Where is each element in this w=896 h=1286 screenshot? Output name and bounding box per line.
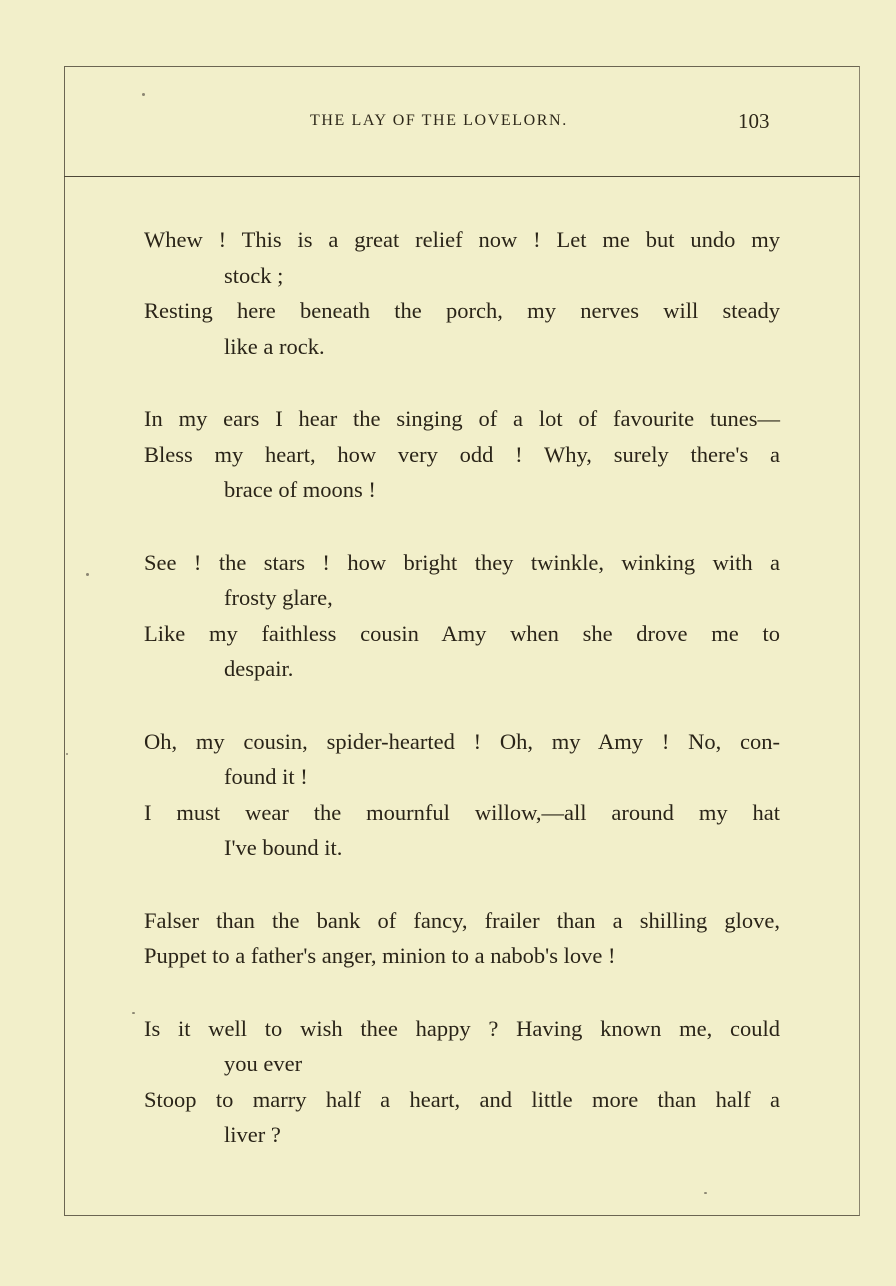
verse-line-continuation: frosty glare, — [224, 585, 333, 610]
paper-speck — [132, 1012, 135, 1014]
header-rule — [64, 176, 860, 177]
stanza — [144, 545, 780, 687]
stanza — [144, 401, 780, 508]
stanza — [144, 1011, 780, 1153]
stanza — [144, 724, 780, 866]
verse-line-continuation: you ever — [224, 1051, 303, 1076]
verse-line: Is it well to wish thee happy ? Having known me, could — [144, 1015, 780, 1041]
verse-line-continuation: brace of moons ! — [224, 477, 376, 502]
verse-line: Resting here beneath the porch, my nerves will steady — [144, 298, 780, 323]
paper-speck — [66, 753, 68, 755]
stanza — [144, 222, 780, 364]
verse-line: Whew ! This is a great relief now ! Let me but undo my — [144, 227, 780, 252]
verse-line-continuation: found it ! — [224, 764, 308, 789]
verse-line: Oh, my cousin, spider-hearted ! Oh, my Amy ! No, con- — [144, 728, 780, 754]
stanza — [144, 903, 780, 974]
verse-line-continuation: stock ; — [224, 262, 284, 288]
verse-line: Puppet to a father's anger, minion to a nabob's love ! — [144, 943, 616, 968]
page-number: 103 — [738, 109, 770, 133]
paper-speck — [704, 1192, 707, 1194]
verse-line-continuation: I've bound it. — [224, 835, 343, 860]
verse-line: Bless my heart, how very odd ! Why, surely there's a — [144, 441, 780, 467]
verse-line-continuation: despair. — [224, 656, 294, 681]
running-head: THE LAY OF THE LOVELORN. — [310, 112, 568, 129]
verse-line-continuation: like a rock. — [224, 333, 325, 359]
paper-speck — [142, 93, 145, 96]
verse-line: Like my faithless cousin Amy when she drove me to — [144, 620, 780, 646]
verse-line: I must wear the mournful willow,—all around my hat — [144, 799, 780, 825]
verse-line: See ! the stars ! how bright they twinkle, winking with a — [144, 549, 780, 575]
verse-line: In my ears I hear the singing of a lot of favourite tunes— — [144, 406, 780, 431]
paper-speck — [86, 573, 89, 576]
verse-line-continuation: liver ? — [224, 1122, 281, 1147]
verse-line: Falser than the bank of fancy, frailer than a shilling glove, — [144, 907, 780, 933]
verse-line: Stoop to marry half a heart, and little more than half a — [144, 1086, 780, 1112]
poem-body — [144, 222, 780, 1190]
